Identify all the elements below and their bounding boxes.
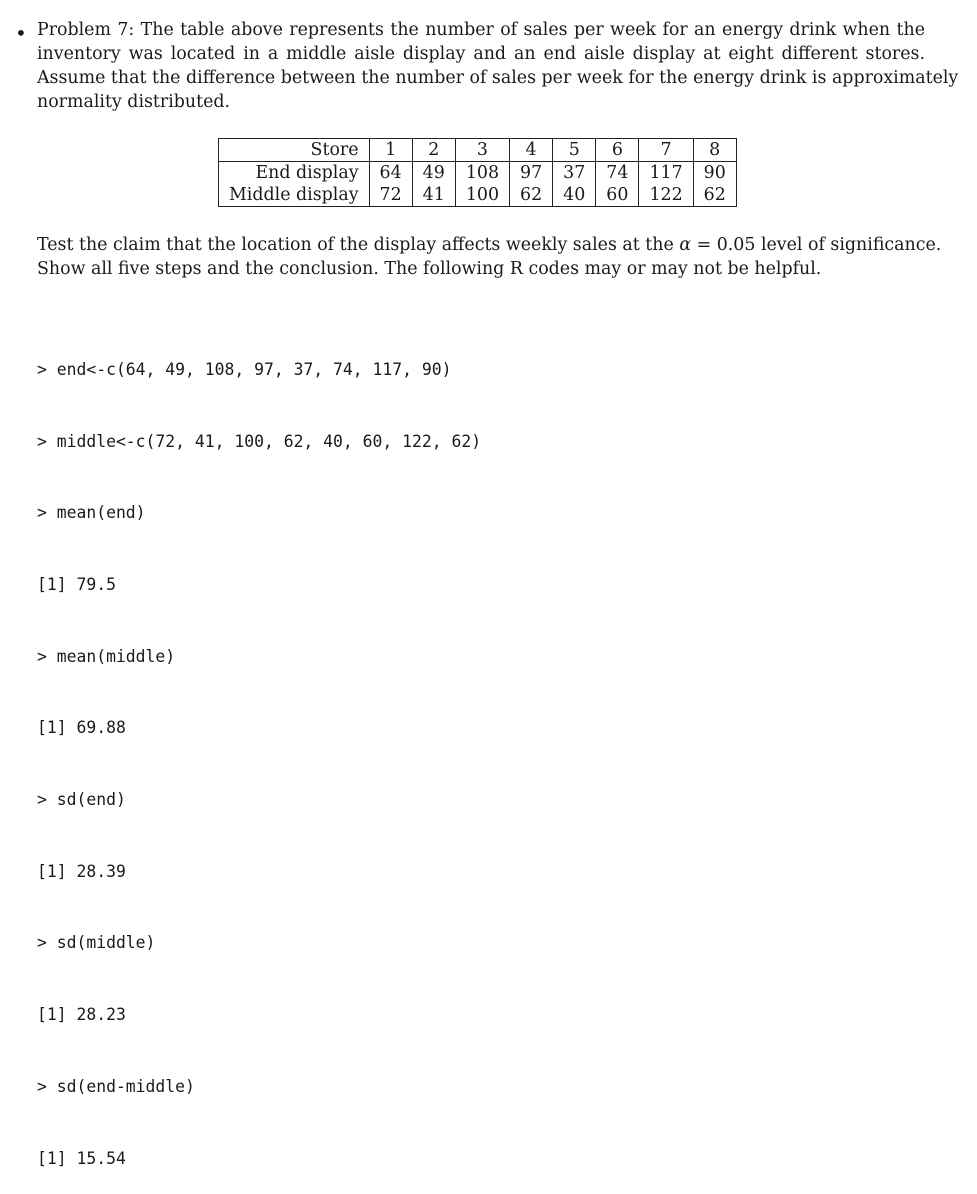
table-row — [219, 162, 737, 185]
table-cell: 74 — [596, 162, 639, 185]
code-line: > sd(end) — [37, 790, 126, 810]
table-cell: 40 — [553, 184, 596, 207]
problem-line: normality distributed. — [37, 92, 231, 112]
table-cell: 37 — [553, 162, 596, 185]
alpha-symbol: α — [679, 235, 692, 255]
code-line: > middle<-c(72, 41, 100, 62, 40, 60, 122, 62) — [37, 431, 482, 451]
code-line: > sd(end-middle) — [37, 1076, 195, 1096]
table-cell: 117 — [639, 162, 693, 185]
test-instructions — [37, 233, 942, 281]
table-cell: 41 — [412, 184, 455, 207]
table-cell: 122 — [639, 184, 693, 207]
table-cell: 100 — [455, 184, 509, 207]
test-line-1-before: Test the claim that the location of the display affects weekly sales at the — [37, 235, 680, 255]
problem-line: Assume that the difference between the number of sales per week for the energy drink is approximately — [37, 68, 959, 88]
test-line-2: Show all five steps and the conclusion. The following R codes may or may not be helpful. — [37, 259, 822, 279]
r-code-block — [37, 310, 481, 1194]
bullet: • — [15, 21, 27, 45]
table-cell: 97 — [510, 162, 553, 185]
table-header-cell: 1 — [369, 139, 412, 162]
table-header-row — [219, 139, 737, 162]
table-header-cell: 6 — [596, 139, 639, 162]
table-cell: 49 — [412, 162, 455, 185]
table-cell: 108 — [455, 162, 509, 185]
table-header-cell: 7 — [639, 139, 693, 162]
table-cell: 60 — [596, 184, 639, 207]
code-line: > mean(end) — [37, 503, 146, 523]
test-line-1-after: = 0.05 level of significance. — [691, 235, 942, 255]
table-cell: 90 — [693, 162, 736, 185]
problem-statement — [37, 18, 959, 114]
table-header-cell: 4 — [510, 139, 553, 162]
problem-line: inventory was located in a middle aisle display and an end aisle display at eight different stores. — [37, 44, 925, 64]
table-cell: 72 — [369, 184, 412, 207]
table-header-cell: 2 — [412, 139, 455, 162]
table-row — [219, 184, 737, 207]
code-line: [1] 28.23 — [37, 1005, 126, 1025]
code-line: > mean(middle) — [37, 646, 176, 666]
code-line: > end<-c(64, 49, 108, 97, 37, 74, 117, 90) — [37, 359, 452, 379]
code-line: [1] 69.88 — [37, 718, 126, 738]
test-line-1 — [37, 233, 942, 257]
table-header-cell: 3 — [455, 139, 509, 162]
table-header-cell: 5 — [553, 139, 596, 162]
table-header-cell: 8 — [693, 139, 736, 162]
sales-table — [218, 138, 737, 207]
table-cell: 64 — [369, 162, 412, 185]
table-cell: 62 — [693, 184, 736, 207]
table-header-cell: Store — [219, 139, 370, 162]
code-line: [1] 79.5 — [37, 574, 116, 594]
table-row-label: End display — [219, 162, 370, 185]
table-row-label: Middle display — [219, 184, 370, 207]
problem-line: Problem 7: The table above represents the number of sales per week for an energy drink when the — [37, 20, 925, 40]
table-cell: 62 — [510, 184, 553, 207]
code-line: [1] 28.39 — [37, 861, 126, 881]
code-line: [1] 15.54 — [37, 1148, 126, 1168]
code-line: > sd(middle) — [37, 933, 156, 953]
